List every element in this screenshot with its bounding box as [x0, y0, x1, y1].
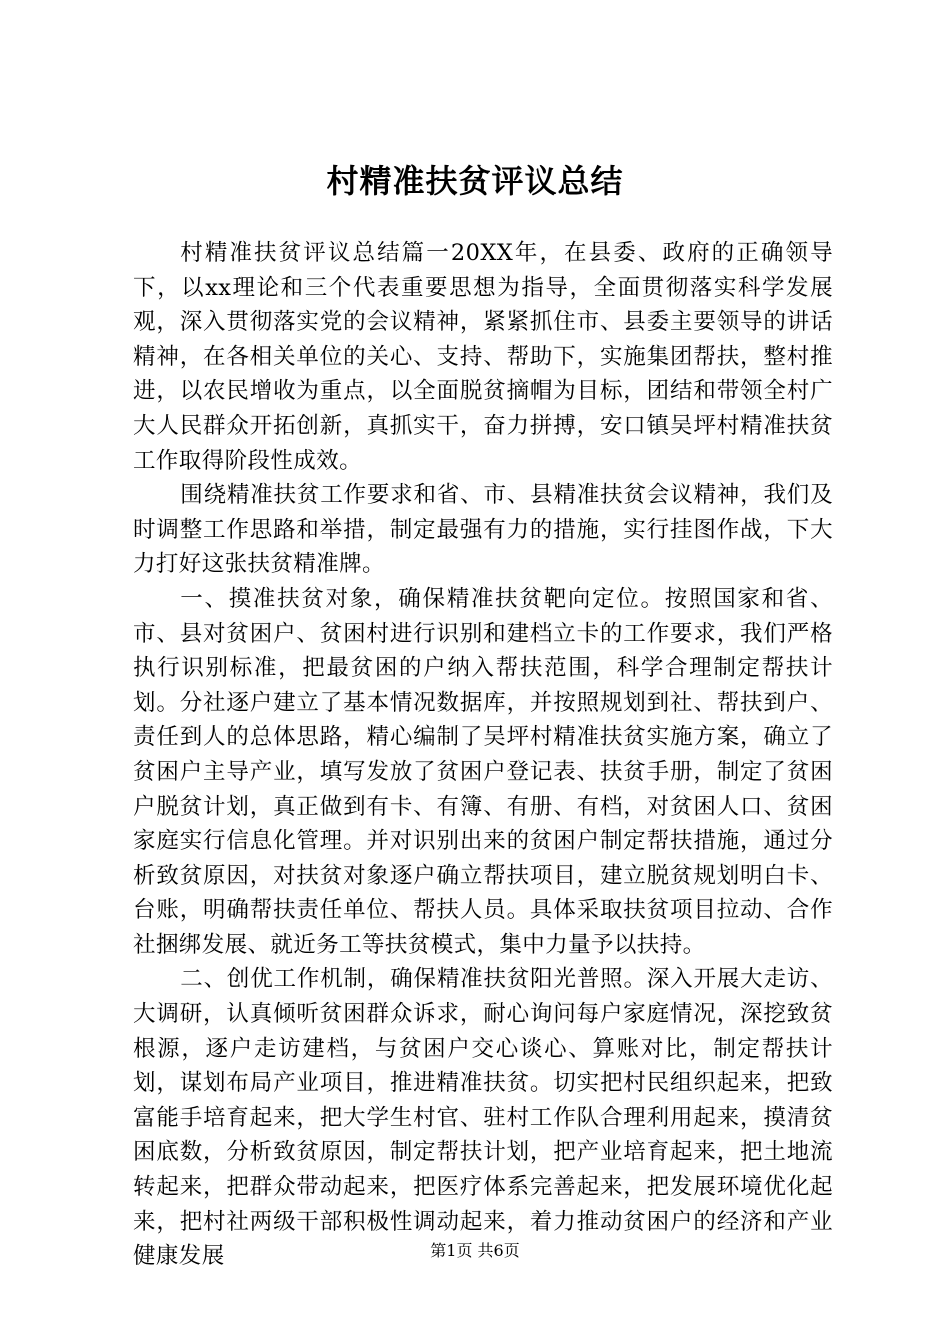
document-body [133, 236, 833, 1274]
page-footer: 第1页 共6页 [430, 1241, 520, 1260]
paragraph: 一、摸准扶贫对象，确保精准扶贫靶向定位。按照国家和省、市、县对贫困户、贫困村进行识别和建档立卡的工作要求，我们严格执行识别标准，把最贫困的户纳入帮扶范围，科学合理制定帮扶计划。分社逐户建立了基本情况数据库，并按照规划到社、帮扶到户、责任到人的总体思路，精心编制了吴坪村精准扶贫实施方案，确立了贫困户主导产业，填写发放了贫困户登记表、扶贫手册，制定了贫困户脱贫计划，真正做到有卡、有簿、有册、有档，对贫困人口、贫困家庭实行信息化管理。并对识别出来的贫困户制定帮扶措施，通过分析致贫原因，对扶贫对象逐户确立帮扶项目，建立脱贫规划明白卡、台账，明确帮扶责任单位、帮扶人员。具体采取扶贫项目拉动、合作社捆绑发展、就近务工等扶贫模式，集中力量予以扶持。 [133, 585, 833, 958]
paragraph: 村精准扶贫评议总结篇一20XX年，在县委、政府的正确领导下，以xx理论和三个代表重要思想为指导，全面贯彻落实科学发展观，深入贯彻落实党的会议精神，紧紧抓住市、县委主要领导的讲话精神，在各相关单位的关心、支持、帮助下，实施集团帮扶，整村推进，以农民增收为重点，以全面脱贫摘帽为目标，团结和带领全村广大人民群众开拓创新，真抓实干，奋力拼搏，安口镇吴坪村精准扶贫工作取得阶段性成效。 [133, 240, 833, 474]
document-title: 村精准扶贫评议总结 [326, 162, 624, 200]
paragraph: 二、创优工作机制，确保精准扶贫阳光普照。深入开展大走访、大调研，认真倾听贫困群众诉求，耐心询问每户家庭情况，深挖致贫根源，逐户走访建档，与贫困户交心谈心、算账对比，制定帮扶计划，谋划布局产业项目，推进精准扶贫。切实把村民组织起来，把致富能手培育起来，把大学生村官、驻村工作队合理利用起来，摸清贫困底数，分析致贫原因，制定帮扶计划，把产业培育起来，把土地流转起来，把群众带动起来，把医疗体系完善起来，把发展环境优化起来，把村社两级干部积极性调动起来，着力推动贫困户的经济和产业健康发展 [133, 966, 833, 1270]
paragraph: 围绕精准扶贫工作要求和省、市、县精准扶贫会议精神，我们及时调整工作思路和举措，制定最强有力的措施，实行挂图作战，下大力打好这张扶贫精准牌。 [133, 482, 833, 578]
